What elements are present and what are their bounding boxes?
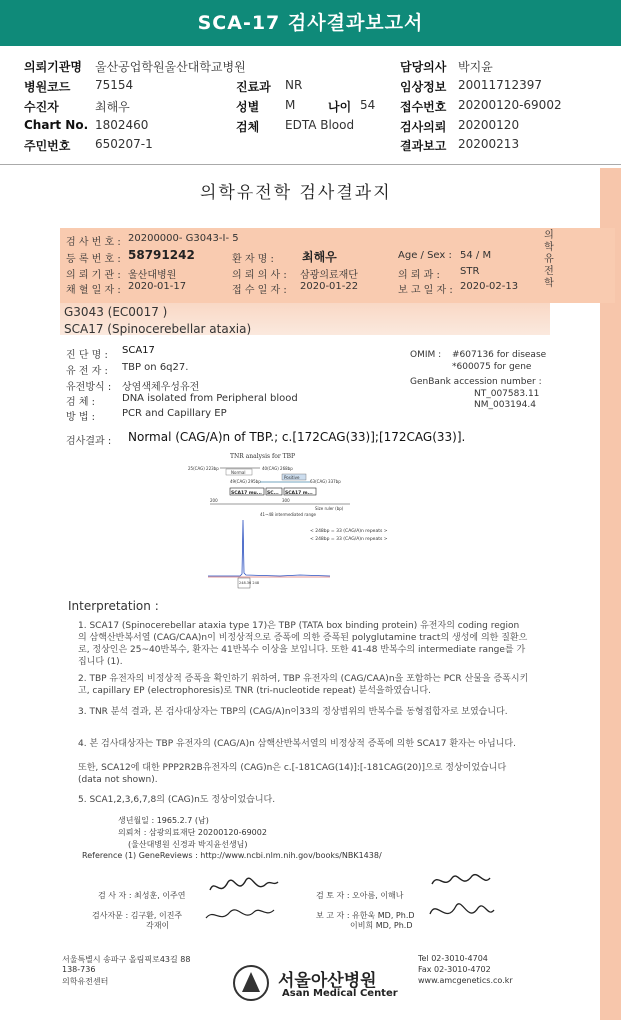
hospital-name-kr: 서울아산병원 — [278, 971, 377, 991]
birth: 생년월일 : 1965.2.7 (남) — [118, 816, 209, 825]
report-date-label: 보 고 일 자 : — [398, 285, 453, 296]
genbank-1: NT_007583.11 — [474, 389, 540, 399]
sig3-b: 각재이 — [146, 921, 170, 930]
signatures — [200, 868, 500, 938]
label-institution: 의뢰기관명 — [24, 60, 82, 74]
patient-label: 환 자 명 : — [232, 254, 274, 265]
asan-logo-icon — [232, 964, 270, 1002]
inst-label: 의 뢰 기 관 : — [66, 270, 121, 281]
fig-l4: 63(CAG) 337bp — [310, 479, 341, 484]
label-doctor: 담당의사 — [400, 60, 447, 74]
label-age: 나이 — [328, 100, 352, 114]
reg-no-label: 등 록 번 호 : — [66, 254, 121, 265]
label-chart: Chart No. — [24, 118, 89, 132]
value-reception-no: 20200120-69002 — [458, 98, 562, 112]
value-patient: 최해우 — [95, 100, 130, 114]
side-label: 의학유전학 — [544, 230, 554, 289]
fig-title: TNR analysis for TBP — [230, 453, 296, 460]
method: PCR and Capillary EP — [122, 408, 227, 419]
label-reception-no: 접수번호 — [400, 100, 447, 114]
diagnosis: SCA17 — [122, 345, 155, 356]
tel: Tel 02-3010-4704 — [418, 954, 488, 963]
test-name: SCA17 (Spinocerebellar ataxia) — [64, 322, 252, 336]
agesex-label: Age / Sex : — [398, 250, 452, 261]
label-report-date: 결과보고 — [400, 139, 447, 153]
interp-title: Interpretation : — [68, 599, 159, 613]
sig4-label: 보 고 자 : 유한욱 MD, Ph.D — [316, 911, 415, 920]
collect: 2020-01-17 — [128, 281, 187, 292]
value-age: 54 — [360, 98, 376, 112]
reference: Reference (1) GeneReviews : http://www.ncbi.nlm.nih.gov/books/NBK1438/ — [82, 851, 382, 860]
scan-report-title: 의학유전학 검사결과지 — [200, 183, 392, 203]
label-sex: 성별 — [236, 100, 260, 114]
label-patient: 수진자 — [24, 100, 59, 114]
gene-label: 유 전 자 : — [66, 366, 108, 377]
genbank-2: NM_003194.4 — [474, 400, 536, 410]
interp-2: 2. TBP 유전자의 비정상적 증폭을 확인하기 위하여, TBP 유전자의 (CAG/CAA)n을 포함하는 PCR 산물을 증폭시키고, capillary EP (electrophoresis)로 TNR (tri-nucleotide repeat) 분석을하였습니다. — [78, 674, 529, 696]
header-info — [0, 46, 621, 165]
value-rrn: 650207-1 — [95, 137, 153, 151]
method-label: 방 법 : — [66, 412, 96, 423]
specimen: DNA isolated from Peripheral blood — [122, 393, 298, 404]
fig-l1: 25(CAG) 223bp — [188, 466, 219, 471]
test-code: G3043 (EC0017 ) — [64, 305, 168, 319]
requester-2: (울산대병원 신경과 박지윤선생님) — [128, 840, 248, 849]
diagnosis-label: 진 단 명 : — [66, 350, 108, 361]
scanned-report — [0, 168, 621, 1020]
label-request-date: 검사의뢰 — [400, 120, 447, 134]
fig-l3: 49(CAG) 295bp — [230, 479, 261, 484]
value-report-date: 20200213 — [458, 137, 520, 151]
label-clinical-info: 임상정보 — [400, 80, 447, 94]
fig-inter: 41~48 intermediated range — [260, 512, 316, 517]
doctor-label: 의 뢰 의 사 : — [232, 270, 287, 281]
website: www.amcgenetics.co.kr — [418, 976, 513, 985]
specimen-label: 검 체 : — [66, 397, 96, 408]
tnr-figure — [180, 450, 440, 590]
interp-1: 1. SCA17 (Spinocerebellar ataxia type 17)은 TBP (TATA box binding protein) 유전자의 coding region 의 삼핵산반복서열 (CAG/CAA)n이 비정상적으로 증폭에 의한 증폭된 polyglutamine tract의 생성에 의한 질환으로, 정상인은 25~40반복수, 환자는 41반복수 이상을 보입니다. 또한 41-48 반복수의 intermediate range를 가집니다 (1). — [78, 621, 528, 667]
receive-label: 접 수 일 자 : — [232, 285, 287, 296]
agesex: 54 / M — [460, 250, 492, 261]
fig-seg1: SCA17 mu... — [231, 491, 262, 496]
doctor: 삼광의료재단 — [300, 270, 358, 281]
sig3-label: 검사자문 : 김구환, 이진주 — [92, 911, 183, 920]
label-hospital-code: 병원코드 — [24, 80, 71, 94]
value-sex: M — [285, 98, 296, 112]
omim-disease: #607136 for disease — [452, 350, 547, 360]
reg-no: 58791242 — [128, 248, 195, 262]
fig-peak1: < 248bp = 33 (CAG/A)n repeats > — [310, 529, 388, 534]
address-3: 의학유전센터 — [62, 977, 109, 986]
value-specimen: EDTA Blood — [285, 118, 355, 132]
value-chart: 1802460 — [95, 118, 149, 132]
fig-l2: 40(CAG) 268bp — [262, 466, 293, 471]
value-dept: NR — [285, 78, 303, 92]
exam-no-label: 검 사 번 호 : — [66, 237, 121, 248]
fig-t200: 200 — [210, 498, 218, 503]
inst: 울산대병원 — [128, 270, 177, 281]
omim-label: OMIM : — [410, 350, 442, 360]
interp-4b: 또한, SCA12에 대한 PPP2R2B유전자의 (CAG)n은 c.[-181CAG(14)]:[-181CAG(20)]으로 정상이었습니다 (data not shown). — [78, 763, 507, 785]
inheritance-label: 유전방식 : — [66, 382, 112, 393]
hospital-name-en: Asan Medical Center — [282, 988, 398, 999]
sig4-b: 이비희 MD, Ph.D — [350, 921, 413, 930]
exam-no: 20200000- G3043-I- 5 — [128, 233, 239, 244]
requester: 의뢰처 : 삼광의료재단 20200120-69002 — [118, 828, 267, 837]
value-institution: 울산공업학원울산대학교병원 — [95, 60, 246, 74]
collect-label: 채 혈 일 자 : — [66, 285, 121, 296]
label-dept: 진료과 — [236, 80, 271, 94]
interp-5: 5. SCA1,2,3,6,7,8의 (CAG)n도 정상이었습니다. — [78, 795, 276, 805]
report-date: 2020-02-13 — [460, 281, 519, 292]
value-hospital-code: 75154 — [95, 78, 134, 92]
fig-seg3: SCA17 m... — [285, 491, 313, 496]
fig-ruler: Size ruler (bp) — [315, 506, 344, 511]
patient-name: 최해우 — [302, 250, 337, 264]
fax: Fax 02-3010-4702 — [418, 965, 491, 974]
value-request-date: 20200120 — [458, 118, 520, 132]
address-1: 서울특별시 송파구 올림픽로43길 88 — [62, 955, 191, 964]
receive: 2020-01-22 — [300, 281, 359, 292]
dept: STR — [460, 266, 480, 277]
omim-gene: *600075 for gene — [452, 362, 532, 372]
value-clinical-info: 20011712397 — [458, 78, 542, 92]
label-rrn: 주민번호 — [24, 139, 71, 153]
fig-normal: Normal — [231, 470, 246, 475]
address-2: 138-736 — [62, 965, 96, 974]
interp-4: 4. 본 검사대상자는 TBP 유전자의 (CAG/A)n 삼핵산반복서열의 비정상적 증폭에 의한 SCA17 환자는 아닙니다. — [78, 739, 516, 749]
fig-positive: Positive — [284, 475, 300, 480]
value-doctor: 박지윤 — [458, 60, 493, 74]
dept-label: 의 뢰 과 : — [398, 270, 440, 281]
label-specimen: 검체 — [236, 120, 260, 134]
inheritance: 상염색체우성유전 — [122, 382, 200, 393]
fig-seg2: SC... — [267, 491, 279, 496]
fig-peak-label: 248.36 248 — [239, 581, 260, 585]
result-label: 검사결과 : — [66, 436, 112, 447]
gene: TBP on 6q27. — [122, 362, 189, 373]
fig-peak2: < 248bp = 33 (CAG/A)n repeats > — [310, 537, 388, 542]
result-value: Normal (CAG/A)n of TBP.; c.[172CAG(33)];[172CAG(33)]. — [128, 430, 466, 444]
sig2-label: 검 토 자 : 오아름, 이해나 — [316, 891, 404, 900]
sig1-label: 검 사 자 : 최성훈, 이주연 — [98, 891, 186, 900]
report-title: SCA-17 검사결과보고서 — [0, 0, 621, 46]
genbank-label: GenBank accession number : — [410, 377, 542, 387]
fig-t300: 300 — [282, 498, 290, 503]
interp-3: 3. TNR 분석 결과, 본 검사대상자는 TBP의 (CAG/A)n이33의 정상범위의 반복수를 동형접합자로 보였습니다. — [78, 707, 508, 717]
